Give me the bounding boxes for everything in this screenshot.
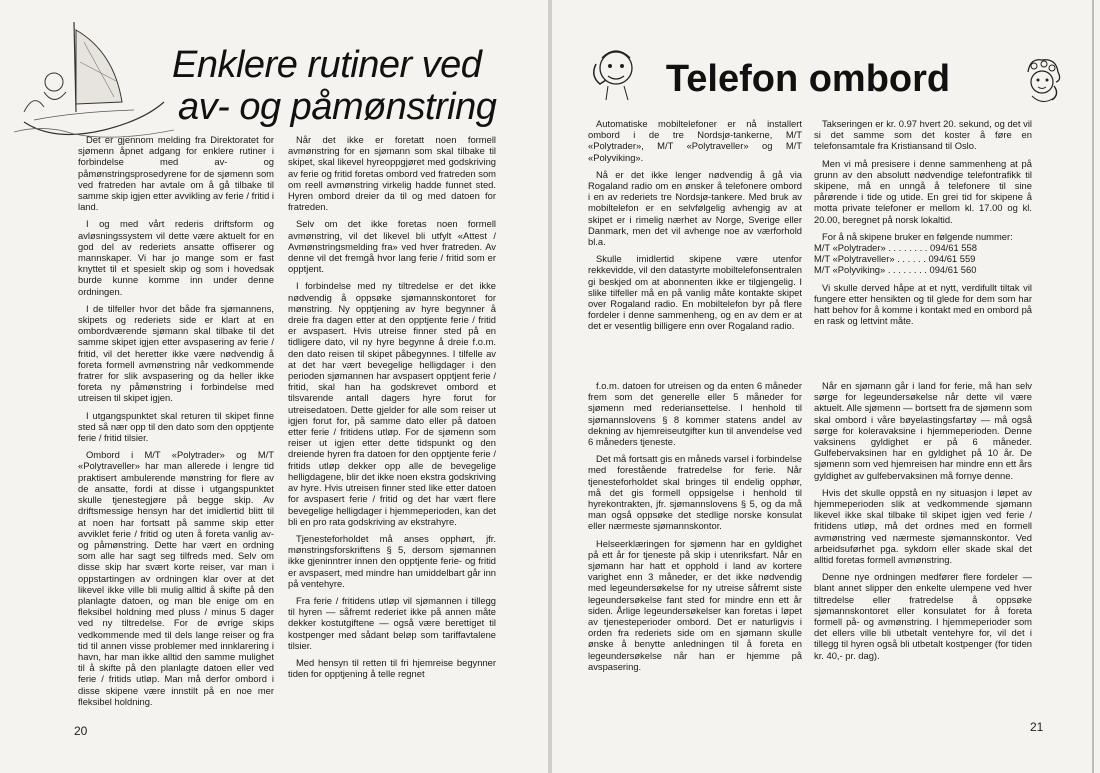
- phone-number-polytrader: M/T «Polytrader» . . . . . . . . 094/61 558: [814, 242, 977, 254]
- paragraph: Med hensyn til retten til fri hjemreise begynner tiden for opptjening å telle regnet: [288, 656, 496, 680]
- paragraph: I og med vårt rederis driftsform og avløsningssystem vil dette være aktuelt for en god del av rederiets ansatte offiserer og mannskaper. Vi har jo mange som er fast knyttet til et spesielt skip og som i hovedsak burde kunne komme inn under denne ordningen.: [78, 218, 274, 297]
- paragraph: Automatiske mobiltelefoner er nå installert ombord i de tre Nordsjø-tankerne, M/T «Polytrader», M/T «Polytraveller» og M/T «Polyviking».: [588, 118, 802, 163]
- woman-on-phone-illustration: [1018, 56, 1066, 108]
- title-line-1: Enklere rutiner ved: [172, 44, 482, 86]
- paragraph: Tjenesteforholdet må anses opphørt, jfr. mønstringsforskriftens § 5, dersom sjømannen ikke gjeninntrer innen den opptjente ferie- og fritid er avspasert, med mindre han umiddelbart går inn på ventehyre.: [288, 532, 496, 589]
- page-title: [172, 44, 542, 128]
- paragraph: Men vi må presisere i denne sammenheng at på grunn av den absolutt nødvendige telefontrafikk til skipene, må en unngå å telefonere til sine pårørende i tide og utide. En grei tid for skipene å motta private telefoner er mellom kl. 17.00 og kl. 20.00, beregnet på norsk lokaltid.: [814, 157, 1032, 225]
- paragraph: Det er gjennom melding fra Direktoratet for sjømenn åpnet adgang for enklere rutiner i forbindelse med av- og påmønstringsprosedyrene for de sjømenn som ved fratreden har avtale om å gå tilbake til samme skip igjen etter avvikling av ferie / fritid i land.: [78, 134, 274, 213]
- paragraph: Hvis det skulle oppstå en ny situasjon i løpet av hjemmeperioden slik at vedkommende sjømann likevel ikke skal tilbake til skipet igjen ved ferie / fritidens utløp, må det ordnes med en formell avmønstring ved nærmeste sjømannskontor. Ved arbeidsuførhet pga. sykdom eller skade skal det alltid foretas formell avmønstring.: [814, 486, 1032, 566]
- right-bottom-column-2: [814, 380, 1032, 720]
- paragraph: I forbindelse med ny tiltredelse er det ikke nødvendig å oppsøke sjømannskontoret for mønstring. Ny opptjening av hyre begynner å dreie fra dagen etter at den opptjente ferie / fritid er avspasert. Hvis utreise finner sted på en tidligere dato, vil ny hyre begynne å dreie f.o.m. den dato reisen til skipet påbegynnes. I tilfelle av at det har vært bevegelige helligdager i den perioden sjømannen har avspasert opptjent ferie / fritid, skal han ha godskrevet ombord et tilsvarende antall dagers hyre forut for utreisedatoen. Dette gjelder for alle som reiser ut igjen forut for, på samme dato eller på datoen etter ferie / fritidens utløp. For de sjømenn som reiser ut igjen etter dette tidspunkt og den dreiende hyren fra datoen for den opptjente ferie / fritids utløp dekker opp alle de bevegelige helligdagene, blir det ikke noen ekstra godskriving av hyre. Hvis utreisen finner sted like etter datoen for avspasert ferie / fritid og det har vært flere bevegelige helligdager i hjemmeperioden, kan det bli en pro rata godskriving av ekstrahyre.: [288, 280, 496, 527]
- paragraph: Det må fortsatt gis en måneds varsel i forbindelse med forestående fratredelse for ferie. Når tjenesteforholdet skal bringes til endelig opphør, må det gis formell oppsigelse i henhold til hyrekontrakten, jfr. sjømannslovens § 5, og da må man også oppsøke det stedlige norske konsulat eller nærmeste sjømannskontor.: [588, 453, 802, 532]
- left-column-1: [78, 134, 274, 714]
- paragraph: Selv om det ikke foretas noen formell avmønstring, vil det likevel bli utfylt «Attest / Avmønstringsmelding fra» ved hver fratreden. Av denne vil det fremgå hvor lang ferie / fritid som er opptjent.: [288, 218, 496, 275]
- viking-ship-illustration: [14, 12, 174, 142]
- man-on-phone-illustration: [588, 44, 644, 102]
- paragraph: Vi skulle derved håpe at et nytt, verdifullt tiltak vil fungere etter hensikten og til glede for dem som har hatt behov for å komme i kontakt med en ombord på en rask og lettvint måte.: [814, 281, 1032, 327]
- page-edge: [1092, 0, 1094, 773]
- phone-number-polyviking: M/T «Polyviking» . . . . . . . . 094/61 560: [814, 264, 977, 276]
- paragraph: f.o.m. datoen for utreisen og da enten 6 måneder frem som det generelle eller 5 måneder for sjømenn med rederiansettelse. I henhold til sjømannslovens § 8 kommer statens andel av dekning av hjemreiseutgifter kun til anvendelse ved 6 måneders tjeneste.: [588, 380, 802, 448]
- left-column-2: [288, 134, 496, 734]
- page-title: Telefon ombord: [665, 58, 951, 100]
- right-bottom-column-1: [588, 380, 802, 760]
- paragraph: I de tilfeller hvor det både fra sjømannens, skipets og rederiets side er klart at en ombordværende sjømann skal tilbake til det samme skipet igjen etter avspasering av ferie / fritid, vil det heretter ikke være nødvendig å foreta formell avmønstring når vedkommende fratrer for slik avspasering og da heller ikke foreta ny påmønstring i forbindelse med utreisen til skipet igjen.: [78, 302, 274, 404]
- left-page: [0, 0, 548, 773]
- paragraph: Denne nye ordningen medfører flere fordeler — blant annet slipper den enkelte ulempene ved hver tiltredelse eller fratredelse å oppsøke sjømannskontoret eller konsulatet for å foreta formell på- og avmønstring. I hjemmeperioder som det ellers ville bli utbetalt ventehyre for, vil det i tillegg til hyren også bli utbetalt kostpenger (for tiden kr. 40,- pr. dag).: [814, 571, 1032, 661]
- paragraph: Fra ferie / fritidens utløp vil sjømannen i tillegg til hyren — såfremt rederiet ikke på annen måte dekker kostutgiftene — også være berettiget til kostpenger med sådant beløp som tariffavtalene tilsier.: [288, 594, 496, 651]
- right-top-column-1: [588, 118, 802, 358]
- paragraph: Når det ikke er foretatt noen formell avmønstring for en sjømann som skal tilbake til skipet, skal likevel hyreoppgjøret med godskriving av ferie og fritid foretas ombord ved fratreden som om reell avmønstring virkelig hadde funnet sted. Hyren ombord dreier da til og med datoen for fratreden.: [288, 134, 496, 213]
- right-top-column-2: [814, 118, 1032, 368]
- paragraph: For å nå skipene bruker en følgende nummer:: [822, 230, 1013, 242]
- paragraph: Når en sjømann går i land for ferie, må han selv sørge for legeundersøkelse når dette vil være aktuelt. Alle sjømenn — bortsett fra de sjømenn som skal ombord i våre bøyelastingsfartøy — må også sørge for koleravaksine i hjemmeperioden. Denne vaksinens gyldighet er på 6 måneder. Gulfebervaksinen har en gyldighet på 10 år. De sjømenn som ved hjemreisen har mindre enn ett års gyldighet av gulfebervaksinen må fornye denne.: [814, 380, 1032, 481]
- paragraph: Ombord i M/T «Polytrader» og M/T «Polytraveller» har man allerede i lengre tid praktisert ambulerende mønstring for flere av de ansatte, fordi at disse i utgangspunktet skulle tjenestegjøre på begge skip. Av driftsmessige hensyn har det imidlertid blitt til at noen har fortsatt på samme skip etter avviklet ferie / fritid og uten å foreta vanlig av- og påmønstring. Dette har vært en ordning som alle har sagt seg tilfreds med. Selv om disse skip har svært korte reiser, var man i oppstartingen av ordningen klar over at det likevel ikke ville bli mulig alltid å skifte på den planlagte datoen, og man ble enige om en fleksibel holdning med pluss / minus 5 dager ved ny tiltredelse. For de øvrige skips vedkommende med til dels lange reiser og fra tid til annen visse problemer med innklarering i havn, har man ikke alltid den samme mulighet til å skifte på den planlagte datoen eller ved ferie / fritids utløp. Man må derfor ombord i disse skipene være innstilt på en noe mer fleksibel holdning.: [78, 449, 274, 707]
- page-number: 21: [1030, 720, 1044, 734]
- paragraph: Takseringen er kr. 0.97 hvert 20. sekund, og det vil si det samme som det koster å føre en telefonsamtale fra Kristiansand til Oslo.: [814, 118, 1032, 152]
- title-line-2: av- og påmønstring: [178, 86, 497, 128]
- paragraph: I utgangspunktet skal returen til skipet finne sted så nær opp til den dato som den opptjente ferie / fritid tilsier.: [78, 409, 274, 444]
- paragraph: Nå er det ikke lenger nødvendig å gå via Rogaland radio om en ønsker å telefonere ombord i en av rederiets tre Nordsjø-tankere. Med bruk av mobiltelefon er en selvfølgelig avhengig av at skipet er i rimelig nærhet av Norge, Sverige eller Danmark, men det vil avhenge noe av værforhold bl.a.: [588, 168, 802, 248]
- paragraph: Helseerklæringen for sjømenn har en gyldighet på ett år for tjeneste på skip i utenriksfart. Når en sjømann har hatt et opphold i land av kortere varighet enn 3 måneder, er det ikke nødvendig med legeundersøkelse for ny utreise såfremt siste legeundersøkelse fant sted for mindre enn ett år siden. Årlige legeundersøkelser kan foretas i løpet av tjenesteperioder ombord. Det er naturligvis i orden fra rederiets side om en sjømann skulle ønske å benytte anledningen til å foreta en legeundersøkelse når han er hjemme på avspasering.: [588, 537, 802, 672]
- right-page: [552, 0, 1100, 773]
- phone-number-polytraveller: M/T «Polytraveller» . . . . . . 094/61 559: [814, 253, 976, 265]
- paragraph: Skulle imidlertid skipene være utenfor rekkevidde, vil den datastyrte mobiltelefonsentralen gi beskjed om at abonnenten ikke er tilgjengelig. I slike tilfeller må en på vanlig måte kontakte skipet over Rogaland radio. En mobiltelefon byr på flere fordeler i denne sammenheng, og en av dem er at det er vesentlig billigere enn over Rogaland radio.: [588, 253, 802, 332]
- page-number: 20: [74, 724, 88, 738]
